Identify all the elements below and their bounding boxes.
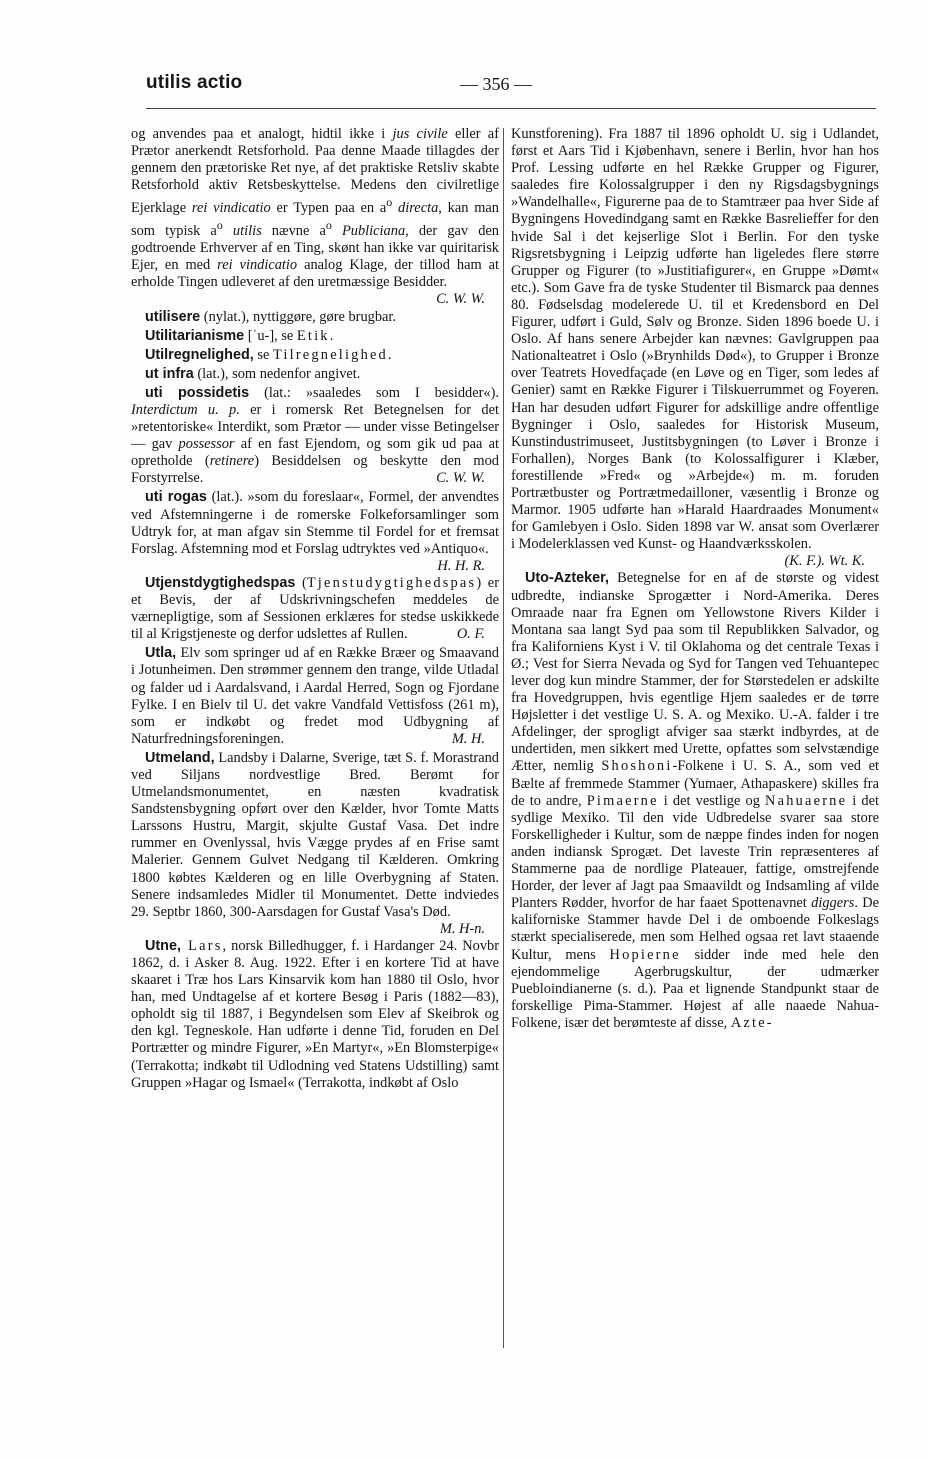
headword: utilisere <box>145 308 201 325</box>
headword: Utilitarianisme <box>145 327 245 344</box>
author-signature: (K. F.). Wt. K. <box>784 553 865 570</box>
entry-utne: Utne, Lars, norsk Billedhugger, f. i Hardanger 24. Novbr 1862, d. i Asker 8. Aug. 1922. Efter i en kortere Tid at have skaaret i Træ hos Lars Kinsarvik kom han 1880 til Oslo, hvor han, med Undtagelse af et kortere Besøg i Paris (1882—83), opholdt sig til 1887, i Begyndelsen som Elev af Skeibrok og den kgl. Tegneskole. Han udførte i denne Tid, foruden en Del Portrætter og mindre Figurer, »En Martyr«, »En Blomsterpige« (Terrakotta; indkøbt til Udlodning ved Statens Udstilling) samt Gruppen »Hagar og Ismael« (Terrakotta, indkøbt af Oslo <box>131 937 500 1091</box>
entry-utmeland: Utmeland, Landsby i Dalarne, Sverige, tæt S. f. Morastrand ved Siljans nordvestlige Bred. Berømt for Utmelandsmonumentet, en næsten kvadratisk Sandstensbygning opført over den Kælder, hvor Tomte Matts Larssons Hustru, Margit, skjulte Gustaf Vasa. Det indre rummer en Ovenlyssal, hvis Vægge prydes af en Frise samt Malerier. Gennem Gulvet Nedgang til Kælderen. Omkring 1800 købtes Kælderen og en lille Overbygning af Staten. Senere indsamledes Midler til Monumentet. Dette indviedes 29. Septbr 1860, 300-Aarsdagen for Gustaf Vasa's Død. M. H-n. <box>131 749 499 937</box>
right-column <box>511 126 879 1034</box>
headword: Utjenstdygtighedspas <box>145 574 296 591</box>
entry-utla: Utla, Elv som springer ud af en Række Bræer og Smaavand i Jotunheimen. Den strømmer gennem den trange, vilde Utladal og falder ud i Aardalsvand, i Aardal Herred, Sogn og Fjordane Fylke. I en Bielv til U. det vakre Vandfald Vettisfoss (261 m), som er indkøbt og fredet mod Udbygning af Naturfredningsforeningen. M. H. <box>131 645 499 747</box>
author-signature: C. W. W. <box>436 291 485 308</box>
headword: Utla, <box>145 645 177 662</box>
headword: ut infra <box>145 365 194 382</box>
headword: Utne, <box>145 937 181 954</box>
entry-utilis-actio-continuation: og anvendes paa et analogt, hidtil ikke i jus civile eller af Prætor anerkendt Retsforhold. Paa denne Maade tillagdes der gennem den prætoriske Ret nye, af det praktiske Retsliv skabte Retsforhold aktiv Retsbeskyttelse. Medens den civilretlige Ejerklage rei vindicatio er Typen paa en $a^o$ directa, kan man som typisk $a^o$ utilis nævne $a^o$ Publiciana, der gav den godtroende Erhverver af en Ting, skønt han ikke var quiritarisk Ejer, en med rei vindicatio analog Klage, der tillod ham at erholde Tingen udleveret af den uretmæssige Besidder. C. W. W. <box>131 126 500 308</box>
entry-utjenstdygtighedspas: Utjenstdygtighedspas (Tjenstudygtighedspas) er et Bevis, der af Udskrivningschefen meddeles de værnepligtige, som af Sessionen erklæres for stedse uskikkede til al Krigstjeneste og derfor udslettes af Rullen. O. F. <box>131 574 499 643</box>
author-signature: H. H. R. <box>437 557 485 574</box>
page-number: — 356 — <box>460 74 532 94</box>
entry-utne-continuation: Kunstforening). Fra 1887 til 1896 opholdt U. sig i Udlandet, først et Aars Tid i Kjøbenhavn, senere i Berlin, hvor han hos Prof. Lessing udførte en hel Række Grupper og Figurer, saaledes fire Kolossalgrupper i den ny Rigsdagsbygnings »Wandelhalle«, Figurerne paa de to Stamtræer paa hver Side af Bygningens Hovedindgang samt en Række Basrelieffer for den hvide Sal i det kejserlige Slot i Berlin. For den tyske Rigsretsbygning i Leipzig udførte han ligeledes flere større Grupper og Figurer (to »Justitiafigurer«, en Gruppe »Dømt« etc.). Som Gave fra de tyske Studenter til Bismarck paa dennes 80. Fødselsdag modelerede U. til et Kredensbord en Del Figurer, udført i Guld, Sølv og Bronze. Siden 1896 boede U. i Oslo. Af hans senere Arbejder kan nævnes: Gavlgruppen paa Nationalteatret i Oslo (»Brynhilds Død«), to Grupper i Bronze over Teatrets Hovedfaçade (en Løve og en Tiger, som ledes af Genier) samt en Række Figurer i Tilskuerrummet og Foyeren. Han har desuden udført Figurer for adskillige andre offentlige Bygninger i Oslo, saaledes for Historisk Museum, Kunstindustrimuseet, Justitsbygningen (to Løver i Bronze i Forhallen), Norges Bank (to Kolossalfigurer i Klæber, forestillende »Fred« og »Arbejde«) m. m. foruden Portrætbuster og Portrætmedailloner, væsentlig i Bronze og Marmor. 1905 udførte han »Harald Haardraades Monument« for Gamlebyen i Oslo. Siden 1898 var W. ansat som Overlærer i Modelerklassen ved Kunst- og Haandværksskolen. (K. F.). Wt. K. <box>511 126 879 570</box>
entry-utilitarianisme: Utilitarianisme [ˈu-], se Etik. <box>145 327 334 344</box>
entry-uto-azteker: Uto-Azteker, Betegnelse for en af de største og videst udbredte, indianske Sprogætter i Nord-Amerika. Deres Omraade naar fra Egnen om Yellowstone Rivers Kilder i Montana saa langt Syd paa som til Republikken Salvador, og fra Kaliforniens Kyst i V. til Oklahoma og det centrale Texas i Ø.; Vest for Sierra Nevada og Syd for Tangen ved Tehuantepec lever dog kun mindre Stammer, der for Størstedelen er adskilte fra Hovedgruppen, hvis egentlige Hjem saaledes er de tørre Højsletter i det vestlige U. S. A. og Mexiko. U.-A. falder i tre Afdelinger, der sprogligt afviger saa stærkt indbyrdes, at de undertiden, men sikkert med Urette, opfattes som selvstændige Ætter, nemlig Shoshoni-Folkene i U. S. A., som ved et Bælte af fremmede Stammer (Yumaer, Athapaskere) skilles fra de to andre, Pimaerne i det vestlige og Nahuaerne i det sydlige Mexiko. Til den vide Udbredelse svarer saa store Forskelligheder i Kultur, som de næppe findes inden for nogen anden indiansk Sprogæt. Det laveste Trin repræsenteres af Stammerne paa de nordlige Plateauer, fattige, omstrejfende Horder, der lever af Jagt paa Smaavildt og Indsamling af vilde Planters Rødder, hvorfor de har faaet Spottenavnet diggers. De kaliforniske Stammer havde Del i de omboende Folkeslags stærkt specialiserede, men som Helhed ogsaa ret lavt staaende Kultur, mens Hopierne sidder inde med hele den ejendommelige Agerbrugskultur, der udmærker Puebloindianerne (s. d.). Paa et lignende Standpunkt staar de forskellige Pima-Stammer. Højest af alle naaede Nahua-Folkene, især det berømteste af disse, Azte- <box>511 570 880 1031</box>
column-divider <box>503 128 504 1348</box>
running-head-title: utilis actio <box>146 72 243 93</box>
page-header <box>146 66 876 106</box>
entry-ut-infra: ut infra (lat.), som nedenfor angivet. <box>145 365 361 382</box>
header-rule <box>146 108 876 109</box>
author-signature: M. H. <box>451 730 485 747</box>
headword: Uto-Azteker, <box>525 570 609 587</box>
entry-utilisere: utilisere (nylat.), nyttiggøre, gøre brugbar. <box>145 308 397 325</box>
entry-utilregnelighed: Utilregnelighed, se Tilregnelighed. <box>145 346 392 363</box>
headword: Utilregnelighed, <box>145 346 254 363</box>
entry-uti-rogas: uti rogas (lat.). »som du foreslaar«, Formel, der anvendtes ved Afstemningerne i de romerske Folkeforsamlinger som Udtryk for, at man afgav sin Stemme til Fordel for et fremsat Forslag. Afstemning mod et Forslag udtryktes ved »Antiquo«. H. H. R. <box>131 489 499 574</box>
author-signature: M. H-n. <box>439 920 485 937</box>
entry-uti-possidetis: uti possidetis (lat.: »saaledes som I besidder«). Interdictum u. p. er i romersk Ret Betegnelsen for det »retentoriske« Interdikt, som Prætor — under visse Betingelser — gav possessor af en fast Ejendom, og som gik ud paa at opretholde (retinere) Besiddelsen og beskytte den mod Forstyrrelse. C. W. W. <box>131 384 499 487</box>
author-signature: C. W. W. <box>436 470 485 487</box>
left-column <box>131 126 499 1094</box>
headword: uti rogas <box>145 489 207 506</box>
author-signature: O. F. <box>456 626 485 643</box>
headword: uti possidetis <box>145 384 250 401</box>
headword: Utmeland, <box>145 749 215 766</box>
